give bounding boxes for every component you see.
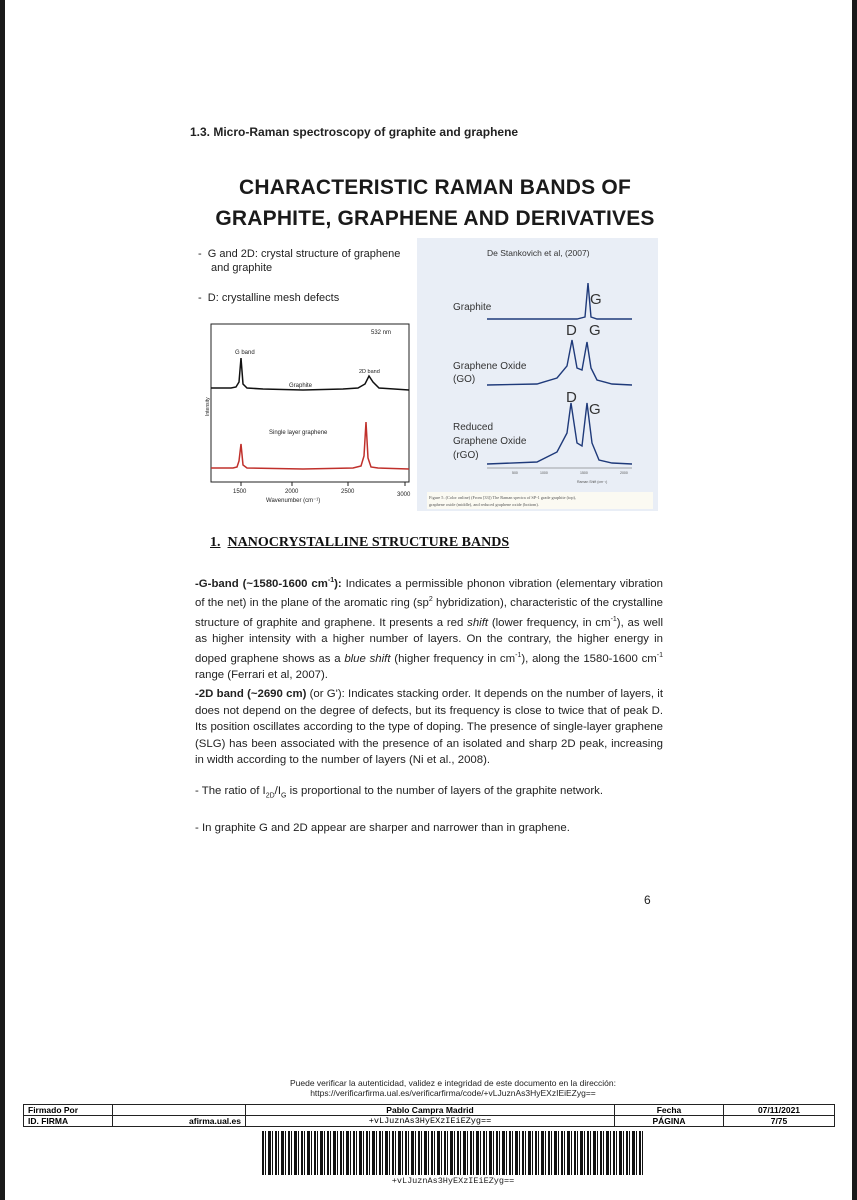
signed-by-label: Firmado Por [24,1105,113,1116]
id-label: ID. FIRMA [24,1116,113,1127]
verification-notice: Puede verificar la autenticidad, validez e integridad de este documento en la dirección: https://verificarfirma.ual.es/verificarfirma/code/+vLJuznAs3HyEXzIEiEZyg== [258,1078,648,1098]
citation: De Stankovich et al, (2007) [487,248,590,258]
graphite-label: Graphite [289,383,313,389]
title-line-2: GRAPHITE, GRAPHENE AND DERIVATIVES [215,207,655,230]
section-heading: 1.3. Micro-Raman spectroscopy of graphite and graphene [190,125,519,139]
subsection-heading: 1. NANOCRYSTALLINE STRUCTURE BANDS [210,535,510,550]
signature-table [23,1104,835,1127]
signature-date: 07/11/2021 [724,1105,835,1116]
barcode-code: +vLJuznAs3HyEXzIEiEZyg== [391,1176,515,1186]
go-label-2: (GO) [453,374,476,385]
document-page [5,0,852,1200]
graphite-label: Graphite [453,302,492,313]
id-value: afirma.ual.es [113,1116,246,1127]
laser-label: 532 nm [371,330,392,336]
page-count: 7/75 [724,1116,835,1127]
comparison-plot [417,238,658,511]
rgo-g-label: G [589,401,601,418]
title-line-1: CHARACTERISTIC RAMAN BANDS OF [239,176,631,199]
x-tick-1000: 1000 [540,471,548,475]
bullet-2: - D: crystalline mesh defects [198,292,340,304]
bullet-1: - G and 2D: crystal structure of graphene and graphite [198,248,401,274]
rgo-label-1: Reduced [453,422,494,433]
x-tick-2000: 2000 [620,471,628,475]
signature-code: +vLJuznAs3HyEXzIEiEZyg== [246,1116,615,1127]
verification-url[interactable]: https://verificarfirma.ual.es/verificarfirma/code/+vLJuznAs3HyEXzIEiEZyg== [310,1088,596,1098]
single-layer-label: Single layer graphene [269,430,328,436]
2d-band-paragraph: -2D band (~2690 cm) (or G'): Indicates stacking order. It depends on the number of layers, it does not depend on the degree of defects, but its frequency is close to twice that of peak D. Its position oscillates according to the type of doping. The presence of single-layer graphene (SLG) has been associated with the presence of an isolated and sharp 2D peak, increasing in width according to the number of layers (Ni et al., 2008). [195,688,663,767]
graphite-trace [487,283,632,319]
go-label-1: Graphene Oxide [453,361,527,372]
signature-footer [23,1076,833,1188]
date-label: Fecha [615,1105,724,1116]
x-tick-1500: 1500 [580,471,588,475]
raman-spectra-figure [203,318,413,513]
plot-frame [211,324,409,482]
tick-3000: 3000 [397,492,411,498]
caption-line-2: graphene oxide (middle), and reduced graphene oxide (bottom). [429,502,539,507]
page-number: 6 [644,893,651,907]
rgo-d-label: D [566,389,577,406]
x-axis-label: Wavenumber (cm⁻¹) [266,498,321,504]
caption-line-1: Figure 5. (Color online) (From [33]) The Raman spectra of SP-1 grade graphite (top), [429,495,577,500]
tick-1500: 1500 [233,489,247,495]
rgo-label-2: Graphene Oxide [453,436,527,447]
ratio-paragraph: - The ratio of $I_{2D}/I_G$ is proportional to the number of layers of the graphite network. [195,785,604,800]
graphite-g-label: G [590,291,602,308]
y-axis-label: Intensity [205,397,211,416]
x-axis-label: Raman Shift (cm⁻¹) [577,480,608,484]
g-band-label: G band [235,350,255,356]
2d-band-label: 2D band [359,369,380,375]
x-tick-500: 500 [512,471,518,475]
go-g-label: G [589,322,601,339]
page-title [155,172,715,234]
raman-comparison-figure [417,238,658,511]
rgo-trace [487,403,632,464]
barcode [262,1131,644,1175]
sharpness-paragraph: - In graphite G and 2D appear are sharper and narrower than in graphene. [195,822,570,834]
g-band-paragraph: -G-band (~1580-1600 $cm^{-1}$): Indicates a permissible phonon vibration (elementary vibration of the net) in the plane of the aromatic ring ($sp^2$ hybridization), characteristic of the crystalline structure of graphite and graphene. It presents a red shift (lower frequency, in $cm^{-1}$), as well as higher intensity with a higher number of layers. On the contrary, the higher energy in doped graphene shows as a blue shift (higher frequency in $cm^{-1}$), along the 1580-1600 $cm^{-1}$ range (Ferrari et al, 2007). [195,577,663,682]
go-d-label: D [566,322,577,339]
signer-name: Pablo Campra Madrid [246,1105,615,1116]
rgo-label-3: (rGO) [453,450,479,461]
tick-2000: 2000 [285,489,299,495]
page-label: PÁGINA [615,1116,724,1127]
tick-2500: 2500 [341,489,355,495]
